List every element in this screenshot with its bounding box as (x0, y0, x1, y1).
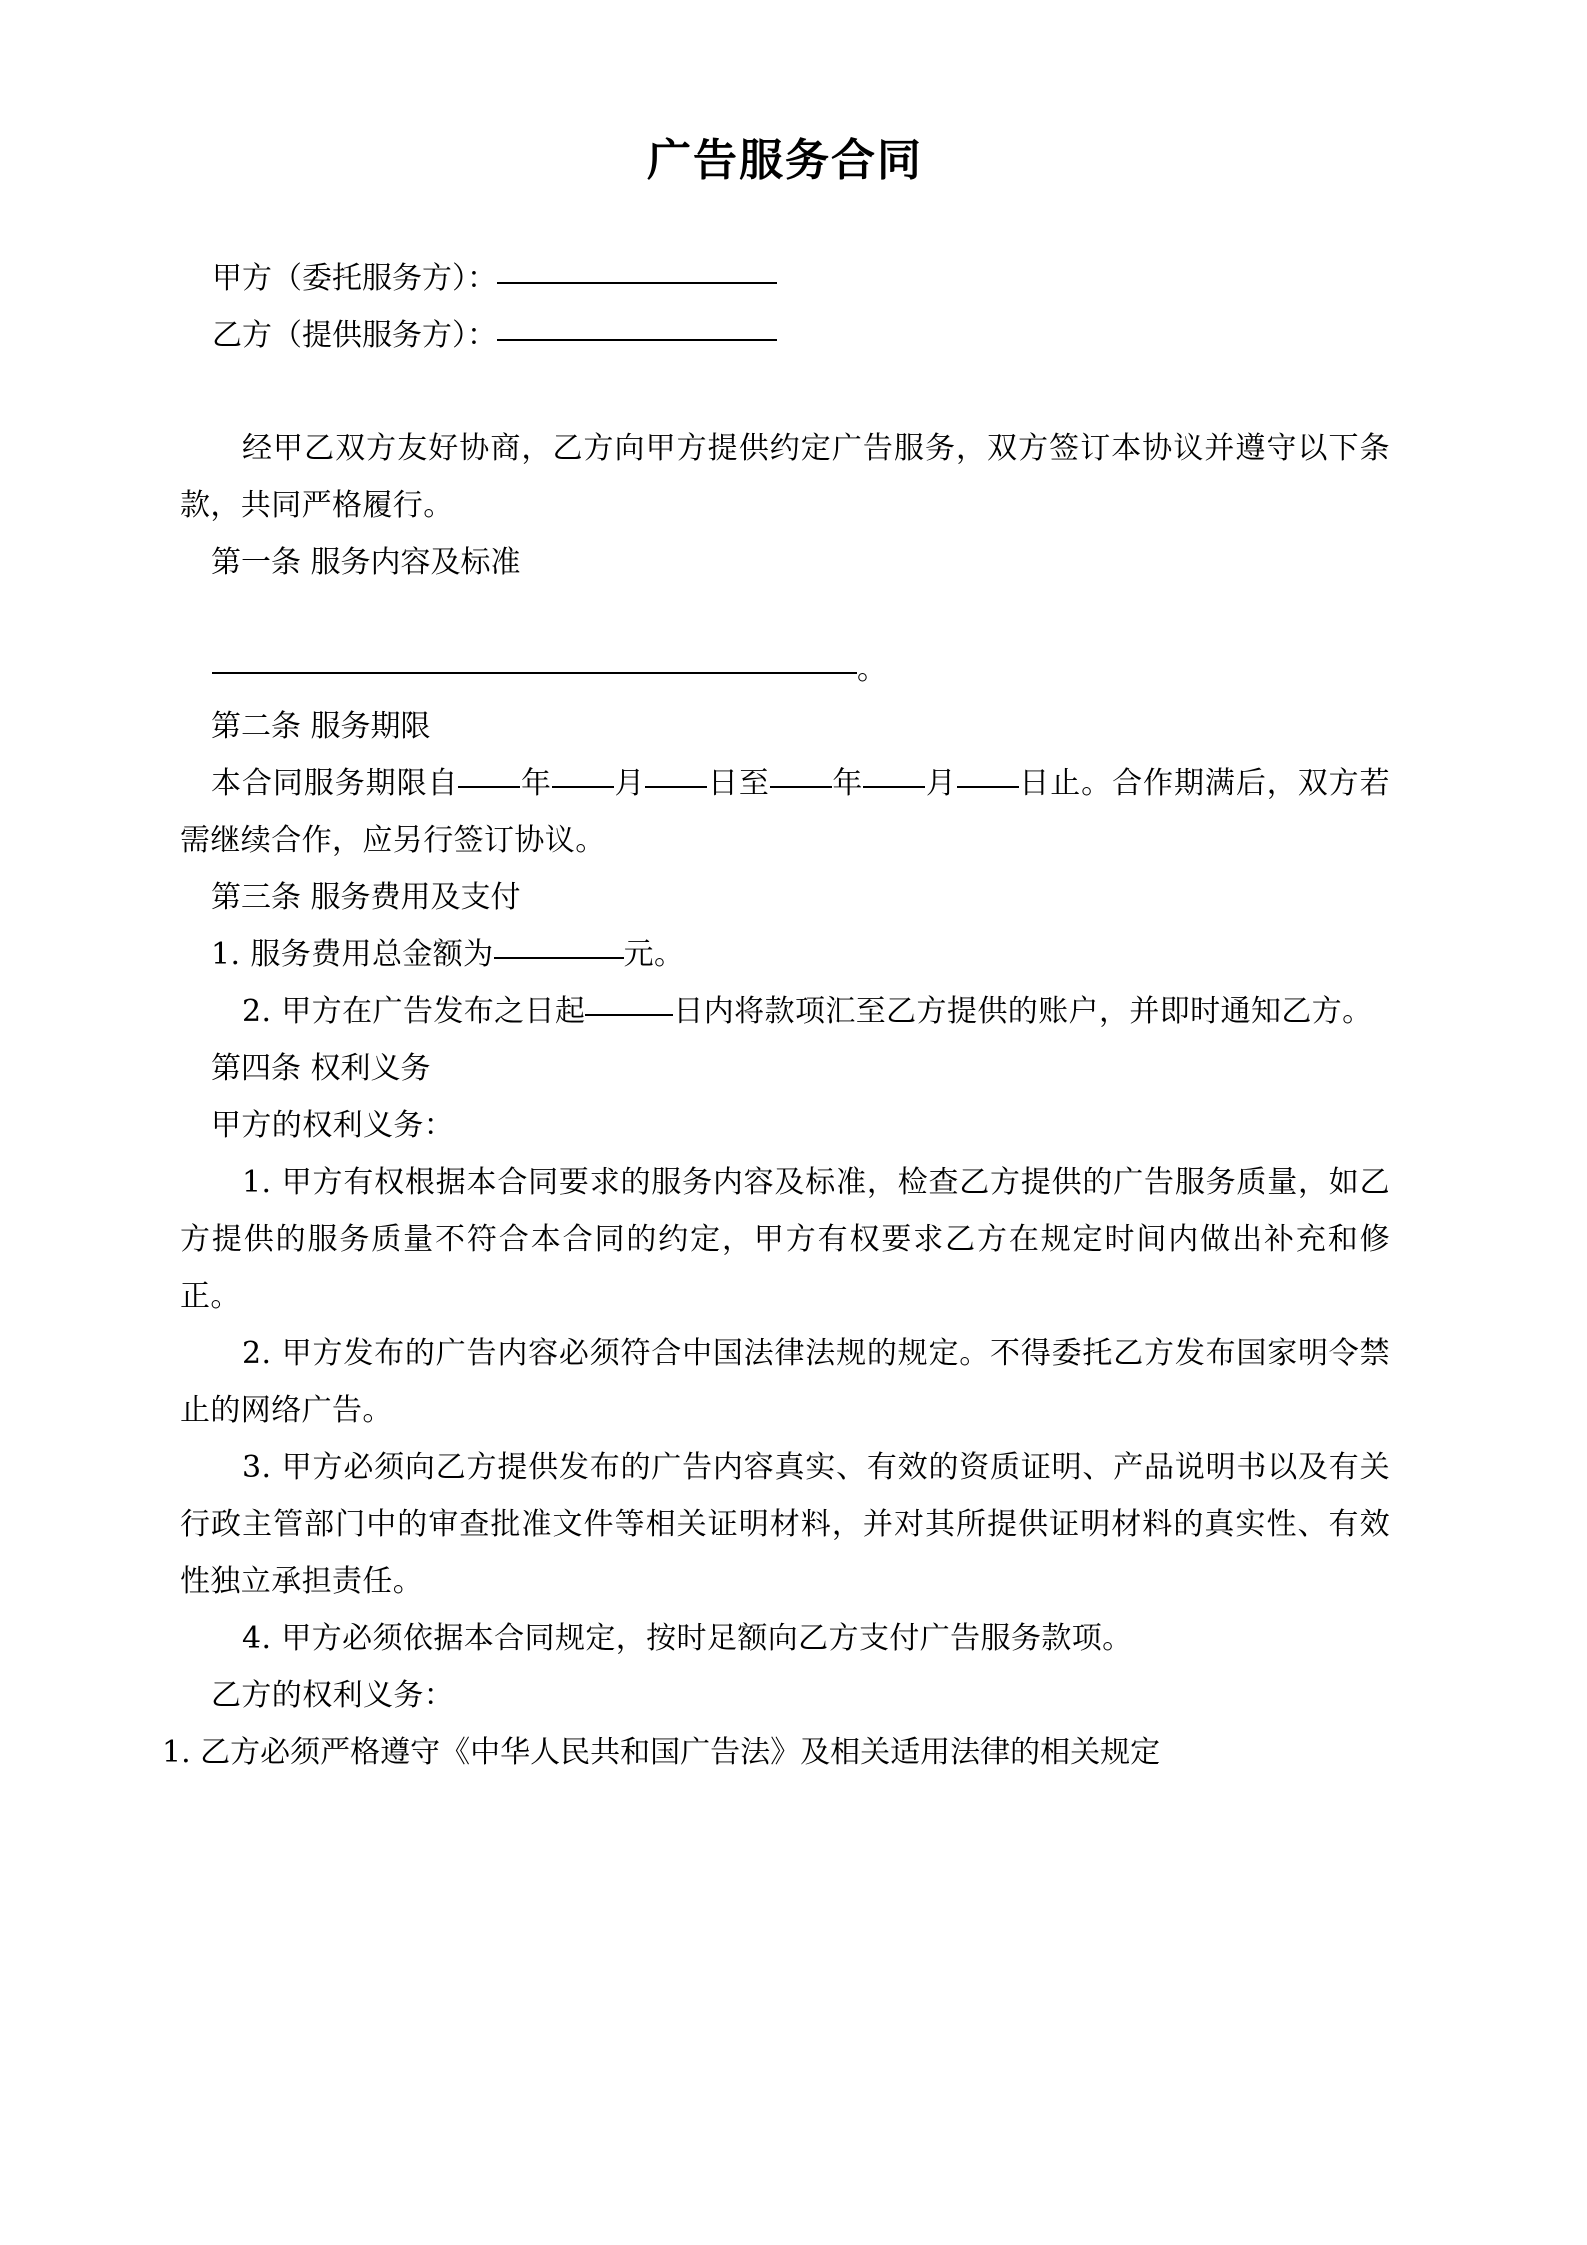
fee-total-suffix: 元。 (623, 936, 685, 972)
party-a-label: 甲方（委托服务方）： (212, 260, 497, 296)
payment-days-blank[interactable] (585, 1013, 673, 1016)
clause-1-heading: 第一条 服务内容及标准 (211, 544, 521, 580)
party-a-duty-item-4: 4. 甲方必须依据本合同规定，按时足额向乙方支付广告服务款项。 (242, 1620, 1133, 1656)
clause-1-blank-row (180, 641, 1390, 698)
term-end-text: 日止。合作期满后，双方若需继续合作，应另行签订协议。 (180, 765, 1390, 858)
party-a-line (180, 250, 1390, 307)
title-spacer (180, 188, 1390, 250)
party-a-duty-item-1: 1. 甲方有权根据本合同要求的服务内容及标准，检查乙方提供的广告服务质量，如乙方提供的服务质量不符合本合同的约定，甲方有权要求乙方在规定时间内做出补充和修正。 (180, 1164, 1390, 1314)
fee-total-blank[interactable] (494, 956, 624, 959)
clause-3-item-2 (180, 983, 1390, 1040)
clause-2-term-paragraph (180, 755, 1390, 869)
party-b-duty-item-1: 1. 乙方必须严格遵守《中华人民共和国广告法》及相关适用法律的相关规定 (162, 1734, 1161, 1770)
term-day2-blank[interactable] (957, 785, 1019, 788)
party-a-blank[interactable] (497, 281, 777, 284)
document-body (162, 0, 1390, 1781)
term-prefix: 本合同服务期限自 (211, 765, 459, 801)
party-b-label: 乙方（提供服务方）： (212, 317, 497, 353)
parties-gap (180, 364, 1390, 420)
clause-1-blank[interactable] (212, 671, 857, 674)
term-month2-blank[interactable] (863, 785, 925, 788)
party-b-line (180, 307, 1390, 364)
term-day-blank[interactable] (645, 785, 707, 788)
clause-1-blank-suffix: 。 (857, 651, 887, 687)
fee-total-prefix: 1. 服务费用总金额为 (211, 936, 494, 972)
clause-3-heading: 第三条 服务费用及支付 (211, 879, 521, 915)
clause-1-gap (180, 591, 1390, 641)
clause-3-item-1 (180, 926, 1390, 983)
party-a-duty-item-3: 3. 甲方必须向乙方提供发布的广告内容真实、有效的资质证明、产品说明书以及有关行政主管部门中的审查批准文件等相关证明材料，并对其所提供证明材料的真实性、有效性独立承担责任。 (180, 1449, 1390, 1599)
party-a-duties-label: 甲方的权利义务： (211, 1107, 455, 1143)
term-month-label: 月 (613, 765, 646, 801)
term-day-to-label: 日至 (707, 765, 770, 801)
payment-days-prefix: 2. 甲方在广告发布之日起 (242, 993, 586, 1029)
page-title: 广告服务合同 (647, 135, 923, 186)
party-b-blank[interactable] (497, 338, 777, 341)
term-year2-blank[interactable] (770, 785, 832, 788)
preamble-paragraph: 经甲乙双方友好协商，乙方向甲方提供约定广告服务，双方签订本协议并遵守以下条款，共同严格履行。 (180, 430, 1390, 523)
term-month-blank[interactable] (552, 785, 614, 788)
payment-days-suffix: 日内将款项汇至乙方提供的账户，并即时通知乙方。 (673, 993, 1373, 1029)
party-b-duties-label: 乙方的权利义务： (211, 1677, 455, 1713)
term-month2-label: 月 (925, 765, 957, 801)
clause-2-heading: 第二条 服务期限 (211, 708, 431, 744)
parties-block (180, 250, 1390, 364)
clause-4-heading: 第四条 权利义务 (211, 1050, 431, 1086)
party-a-duty-item-2: 2. 甲方发布的广告内容必须符合中国法律法规的规定。不得委托乙方发布国家明令禁止的网络广告。 (180, 1335, 1390, 1428)
term-year-blank[interactable] (458, 785, 520, 788)
term-year-label: 年 (520, 765, 552, 801)
term-year2-label: 年 (831, 765, 864, 801)
